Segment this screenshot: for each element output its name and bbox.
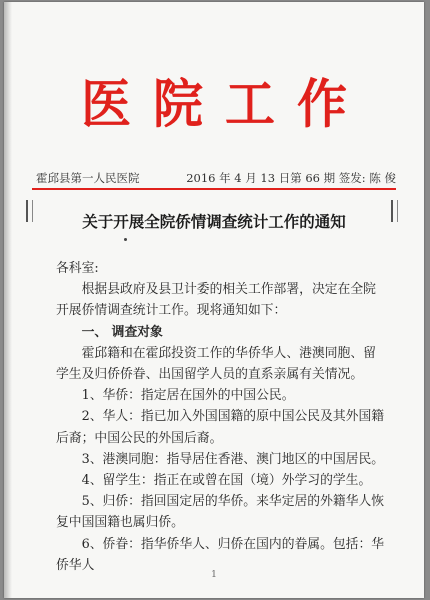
ink-speck [124,238,127,241]
issue-info: 2016 年 4 月 13 日第 66 期 签发: 陈 俊 [186,171,396,185]
list-item: 2、华人：指已加入外国国籍的原中国公民及其外国籍后裔；中国公民的外国后裔。 [56,409,385,446]
list-item: 1、华侨：指定居在国外的中国公民。 [81,388,295,404]
salutation: 各科室: [56,261,99,276]
list-item: 6、侨眷：指华侨华人、归侨在国内的眷属。包括：华侨华人 [56,536,385,573]
list-item: 4、留学生：指正在或曾在国（境）外学习的学生。 [81,473,372,489]
document-title: 关于开展全院侨情调查统计工作的通知 [82,213,346,231]
paragraph: 根据县政府及县卫计委的相关工作部署，决定在全院开展侨情调查统计工作。现将通知如下： [56,282,376,319]
masthead-title: 医院工作 [81,72,369,135]
document-page [4,2,424,598]
issue-line [36,170,396,186]
section-heading: 一、 调查对象 [81,324,163,340]
paragraph: 霍邱籍和在霍邱投资工作的华侨华人、港澳同胞、留学生及归侨侨眷、出国留学人员的直系亲属有关情况。 [56,345,376,383]
document-body [56,258,386,576]
list-item: 5、归侨：指回国定居的华侨。来华定居的外籍华人恢复中国国籍也属归侨。 [56,494,385,531]
list-item: 3、港澳同胞：指导居住香港、澳门地区的中国居民。 [81,451,385,467]
page-number: 1 [211,570,217,580]
issuing-organization: 霍邱县第一人民医院 [36,171,140,185]
red-divider [32,188,396,190]
